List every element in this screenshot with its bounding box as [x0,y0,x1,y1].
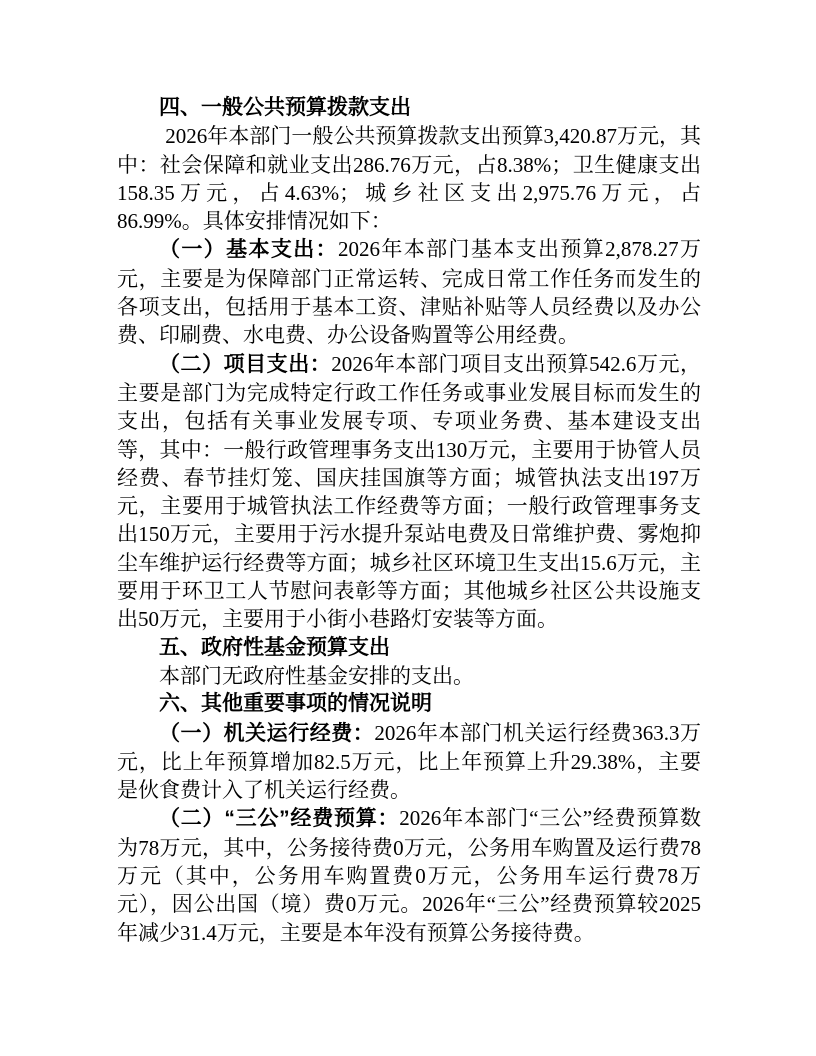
paragraph-lead-project-expenditure: （二）项目支出： [159,352,332,376]
section-heading-other-important-matters: 六、其他重要事项的情况说明 [159,692,432,716]
paragraph-text-basic-expenditure: 2026年本部门基本支出预算2,878.27万元，主要是为保障部门正常运转、完成日常工作任务而发生的各项支出，包括用于基本工资、津贴补贴等人员经费以及办公费、印刷费、水电费、办公设备购置等公用经费。 [117,237,701,348]
paragraph-lead-basic-expenditure: （一）基本支出： [159,238,338,262]
paragraph-three-public-expenses-budget [117,804,701,946]
section-heading-general-public-budget-expenditure: 四、一般公共预算拨款支出 [159,96,411,119]
paragraph-text-three-public-expenses-budget: 2026年本部门“三公”经费预算数为78万元，其中，公务接待费0万元，公务用车购置及运行费78万元（其中，公务用车购置费0万元，公务用车运行费78万元），因公出国（境）费0万元。2026年“三公”经费预算较2025年减少31.4万元，主要是本年没有预算公务接待费。 [117,806,702,945]
paragraph-lead-agency-operating-expenses: （一）机关运行经费： [159,721,375,745]
paragraph-basic-expenditure [117,235,701,349]
paragraph-project-expenditure [117,350,701,634]
paragraph-lead-three-public-expenses-budget: （二）“三公”经费预算： [159,807,400,831]
paragraph-agency-operating-expenses [117,719,701,805]
paragraph-text-project-expenditure: 2026年本部门项目支出预算542.6万元，主要是部门为完成特定行政工作任务或事业发展目标而发生的支出，包括有关事业发展专项、专项业务费、基本建设支出等，其中：一般行政管理事务支出130万元，主要用于协管人员经费、春节挂灯笼、国庆挂国旗等方面；城管执法支出197万元，主要用于城管执法工作经费等方面；一般行政管理事务支出150万元，主要用于污水提升泵站电费及日常维护费、雾炮抑尘车维护运行经费等方面；城乡社区环境卫生支出15.6万元，主要用于环卫工人节慰问表彰等方面；其他城乡社区公共设施支出50万元，主要用于小街小巷路灯安装等方面。 [117,351,702,632]
section-heading-government-fund-budget-expenditure: 五、政府性基金预算支出 [159,635,390,659]
paragraph-budget-expenditure-overview: 2026年本部门一般公共预算拨款支出预算3,420.87万元，其中：社会保障和就业支出286.76万元，占8.38%；卫生健康支出158.35万元，占4.63%；城乡社区支出2,975.76万元，占86.99%。具体安排情况如下： [117,124,701,234]
document-content [117,94,701,947]
paragraph-text-agency-operating-expenses: 2026年本部门机关运行经费363.3万元，比上年预算增加82.5万元，比上年预算上升29.38%，主要是伙食费计入了机关运行经费。 [117,720,702,803]
paragraph-no-government-fund: 本部门无政府性基金安排的支出。 [159,663,474,688]
